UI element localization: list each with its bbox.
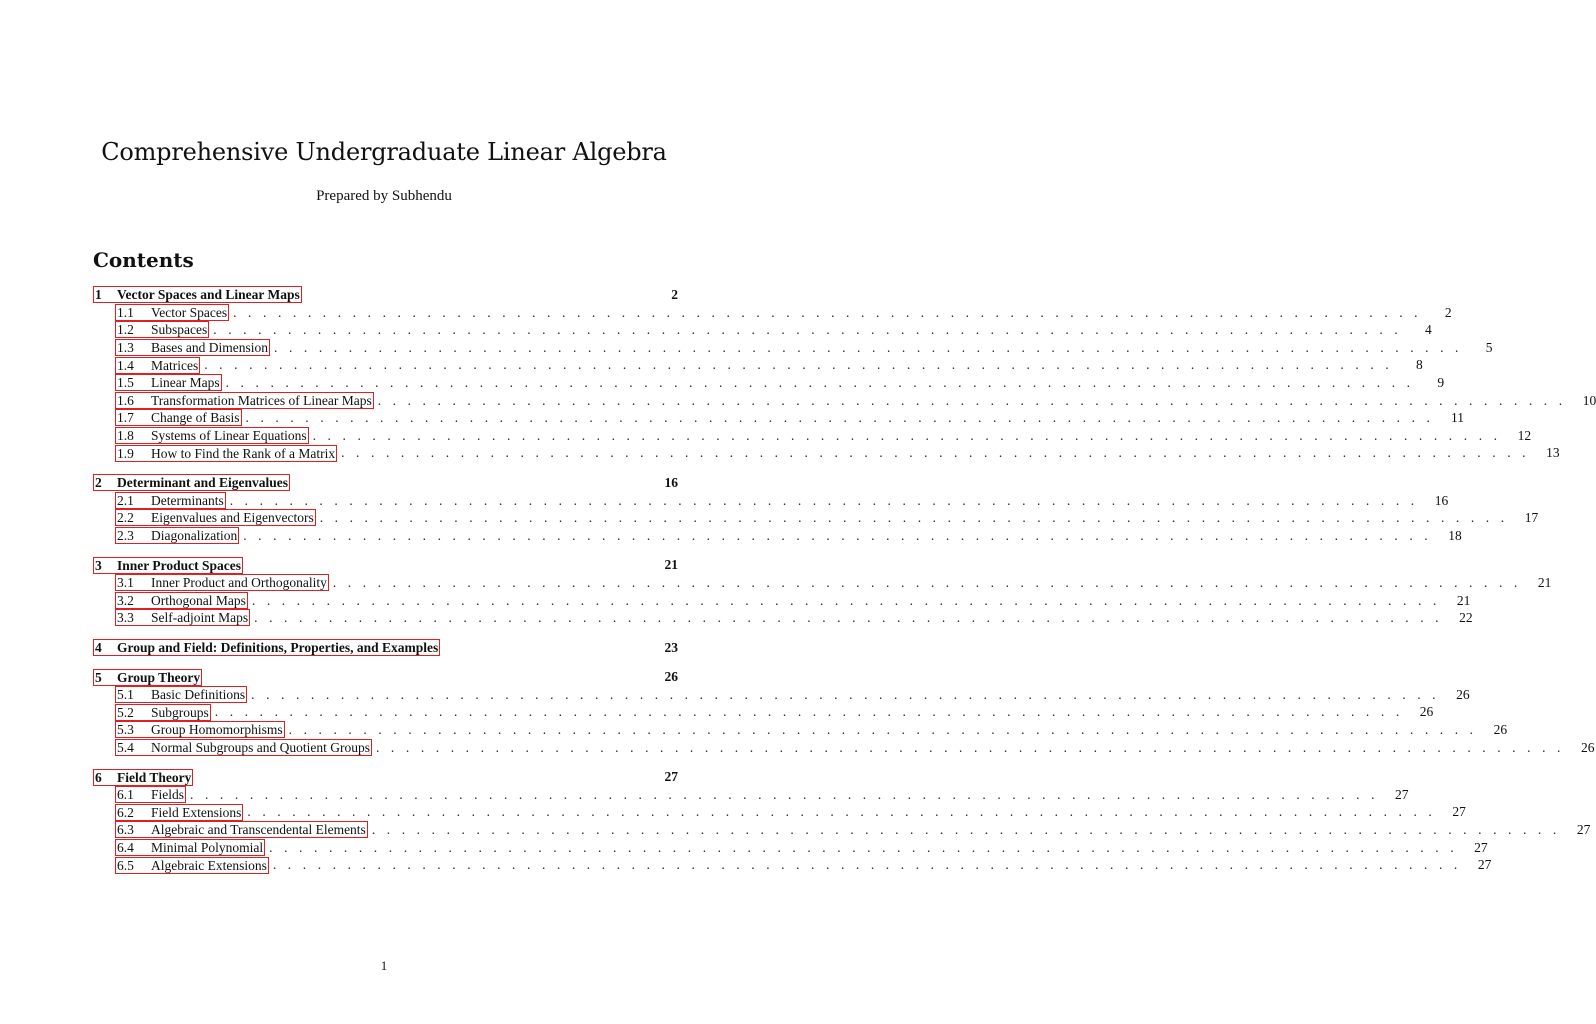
toc-subsection-page: 26 [1419,704,1434,720]
toc-dot-leader: . . . . . . . . . . . . . . . . . . . . . . . . . . . . . . . . . . . . . . . . . . . . . . . . . . . . . . . . . . . . . . . . . . . . . . . . . . . . . . . . [214,704,1404,720]
toc-subsection-title: Subspaces [151,322,208,338]
toc-subsection-page: 16 [1434,492,1449,508]
toc-subsection-number: 2.3 [117,528,134,544]
toc-subsection-row [93,592,1471,610]
toc-subsection-title: Matrices [151,357,199,373]
toc-dot-leader: . . . . . . . . . . . . . . . . . . . . . . . . . . . . . . . . . . . . . . . . . . . . . . . . . . . . . . . . . . . . . . . . . . . . . . . . . . . . . . . . [233,304,1422,320]
toc-subsection-link[interactable] [115,721,285,738]
toc-dot-leader: . . . . . . . . . . . . . . . . . . . . . . . . . . . . . . . . . . . . . . . . . . . . . . . . . . . . . . . . . . . . . . . . . . . . . . . . . . . . . . . . [332,574,1522,590]
toc-subsection-title: Group Homomorphisms [151,722,283,738]
toc-subsection-title: Normal Subgroups and Quotient Groups [151,739,370,755]
toc-subsection-link[interactable] [115,357,200,374]
document-title: Comprehensive Undergraduate Linear Algebra [101,138,667,166]
toc-dot-leader: . . . . . . . . . . . . . . . . . . . . . . . . . . . . . . . . . . . . . . . . . . . . . . . . . . . . . . . . . . . . . . . . . . . . . . . . . . . . . . . . [254,610,1443,626]
toc-subsection-number: 6.2 [117,804,134,820]
toc-subsection-number: 2.2 [117,510,134,526]
toc-section-link[interactable] [93,669,202,686]
toc-subsection-link[interactable] [115,686,247,703]
toc-subsection-link[interactable] [115,509,316,526]
toc-subsection-row [93,444,1560,462]
toc-subsection-title: Diagonalization [151,528,238,544]
toc-subsection-number: 1.1 [117,304,134,320]
toc-subsection-title: Basic Definitions [151,687,246,703]
toc-section-title: Inner Product Spaces [117,557,242,573]
toc-subsection-title: Algebraic Extensions [151,857,267,873]
toc-section-link[interactable] [93,286,302,303]
toc-subsection-number: 1.6 [117,392,134,408]
toc-subsection-title: Orthogonal Maps [151,592,246,608]
toc-section-number: 3 [95,557,102,573]
toc-subsection-link[interactable] [115,592,248,609]
toc-subsection-page: 26 [1456,686,1470,702]
toc-dot-leader: . . . . . . . . . . . . . . . . . . . . . . . . . . . . . . . . . . . . . . . . . . . . . . . . . . . . . . . . . . . . . . . . . . . . . . . . . . . . . . . . [319,510,1509,526]
toc-subsection-number: 1.3 [117,340,134,356]
toc-section-row [93,768,678,786]
toc-subsection-title: Fields [151,787,185,803]
toc-subsection-row [93,527,1462,545]
toc-subsection-page: 12 [1517,427,1532,443]
toc-subsection-link[interactable] [115,321,209,338]
toc-section-page: 23 [664,639,678,655]
toc-subsection-row [93,609,1473,627]
toc-subsection-row [93,739,1595,757]
toc-dot-leader: . . . . . . . . . . . . . . . . . . . . . . . . . . . . . . . . . . . . . . . . . . . . . . . . . . . . . . . . . . . . . . . . . . . . . . . . . . . . . . . . [229,492,1419,508]
toc-subsection-title: Determinants [151,492,224,508]
toc-subsection-row [93,821,1591,839]
toc-section-number: 5 [95,669,102,685]
toc-section-page: 27 [664,769,678,785]
toc-section [93,768,1591,874]
toc-subsection-link[interactable] [115,304,229,321]
toc-subsection-row [93,392,1596,410]
toc-dot-leader: . . . . . . . . . . . . . . . . . . . . . . . . . . . . . . . . . . . . . . . . . . . . . . . . . . . . . . . . . . . . . . . . . . . . . . . . . . . . . . . . [247,804,1436,820]
toc-section-title: Vector Spaces and Linear Maps [117,287,300,303]
toc-subsection-page: 11 [1451,410,1465,426]
document-author: Prepared by Subhendu [316,188,452,204]
toc-subsection-link[interactable] [115,527,239,544]
toc-subsection-page: 5 [1485,339,1493,355]
toc-subsection-title: Systems of Linear Equations [151,428,307,444]
toc-section [93,556,1552,626]
toc-subsection-number: 1.9 [117,445,134,461]
toc-dot-leader: . . . . . . . . . . . . . . . . . . . . . . . . . . . . . . . . . . . . . . . . . . . . . . . . . . . . . . . . . . . . . . . . . . . . . . . . . . . . . . . . [288,722,1478,738]
toc-dot-leader: . . . . . . . . . . . . . . . . . . . . . . . . . . . . . . . . . . . . . . . . . . . . . . . . . . . . . . . . . . . . . . . . . . . . . . . . . . . . . . . . [272,857,1462,873]
toc-subsection-row [93,574,1552,592]
toc-subsection-link[interactable] [115,339,270,356]
toc-subsection-page: 27 [1477,857,1492,873]
toc-subsection-link[interactable] [115,492,226,509]
toc-subsection-link[interactable] [115,786,186,803]
toc-section-number: 6 [95,769,102,785]
toc-subsection-page: 17 [1524,510,1539,526]
toc-section-page: 2 [671,287,678,302]
toc-subsection-link[interactable] [115,609,250,626]
toc-subsection-title: Linear Maps [151,375,220,391]
toc-dot-leader: . . . . . . . . . . . . . . . . . . . . . . . . . . . . . . . . . . . . . . . . . . . . . . . . . . . . . . . . . . . . . . . . . . . . . . . . . . . . . . . . [375,739,1565,755]
toc-subsection-row [93,856,1492,874]
toc-subsection-title: Eigenvalues and Eigenvectors [151,510,314,526]
toc-section [93,668,1595,756]
toc-section-page: 26 [664,669,678,685]
toc-section-row [93,639,678,657]
toc-subsection-number: 5.1 [117,687,134,703]
toc-subsection-row [93,409,1465,427]
toc-subsection-row [93,339,1493,357]
toc-subsection-page: 9 [1437,374,1445,390]
toc-subsection-page: 13 [1546,445,1560,461]
toc-section-link[interactable] [93,474,290,491]
toc-subsection-title: Transformation Matrices of Linear Maps [151,392,372,408]
toc-subsection-link[interactable] [115,445,337,462]
toc-subsection-row [93,839,1488,857]
toc-section [93,639,678,657]
toc-section-row [93,474,678,492]
toc-section-title: Group Theory [117,669,201,685]
toc-subsection-title: Minimal Polynomial [151,839,264,855]
toc-section-number: 4 [95,639,102,655]
toc-subsection-link[interactable] [115,574,329,591]
toc-section-link[interactable] [93,769,193,786]
toc-subsection-link[interactable] [115,374,222,391]
toc-subsection-number: 3.1 [117,575,134,591]
toc-dot-leader: . . . . . . . . . . . . . . . . . . . . . . . . . . . . . . . . . . . . . . . . . . . . . . . . . . . . . . . . . . . . . . . . . . . . . . . . . . . . . . . . [251,592,1441,608]
toc-subsection-page: 26 [1493,722,1508,738]
toc-subsection-link[interactable] [115,821,368,838]
toc-dot-leader: . . . . . . . . . . . . . . . . . . . . . . . . . . . . . . . . . . . . . . . . . . . . . . . . . . . . . . . . . . . . . . . . . . . . . . . . . . . . . . . . [204,357,1393,373]
toc-subsection-title: Bases and Dimension [151,340,268,356]
toc-subsection-number: 5.4 [117,739,134,755]
toc-subsection-link[interactable] [115,739,372,756]
toc-section-row [93,556,678,574]
toc-section [93,474,1539,544]
toc-subsection-page: 21 [1537,574,1552,590]
toc-section-row [93,286,678,304]
toc-dot-leader: . . . . . . . . . . . . . . . . . . . . . . . . . . . . . . . . . . . . . . . . . . . . . . . . . . . . . . . . . . . . . . . . . . . . . . . . . . . . . . . . [245,410,1435,426]
toc-dot-leader: . . . . . . . . . . . . . . . . . . . . . . . . . . . . . . . . . . . . . . . . . . . . . . . . . . . . . . . . . . . . . . . . . . . . . . . . . . . . . . . . [341,445,1530,461]
toc-subsection-row [93,509,1539,527]
toc-subsection-number: 1.5 [117,375,134,391]
toc-subsection-link[interactable] [115,409,242,426]
toc-subsection-number: 1.7 [117,410,134,426]
toc-subsection-page: 21 [1456,592,1471,608]
toc-subsection-row [93,427,1532,445]
toc-subsection-page: 27 [1452,804,1466,820]
toc-subsection-link[interactable] [115,857,269,874]
toc-subsection-number: 6.4 [117,839,134,855]
toc-subsection-number: 3.2 [117,592,134,608]
toc-subsection-page: 27 [1474,839,1488,855]
toc-dot-leader: . . . . . . . . . . . . . . . . . . . . . . . . . . . . . . . . . . . . . . . . . . . . . . . . . . . . . . . . . . . . . . . . . . . . . . . . . . . . . . . . [371,822,1561,838]
toc-subsection-page: 2 [1444,304,1452,320]
toc-subsection-page: 27 [1395,786,1409,802]
toc-section-title: Group and Field: Definitions, Properties, and Examples [117,639,439,655]
toc-subsection-row [93,686,1470,704]
page-number: 1 [380,958,388,973]
toc-subsection-link[interactable] [115,804,243,821]
toc-subsection-title: Algebraic and Transcendental Elements [151,822,366,838]
toc-subsection-link[interactable] [115,839,265,856]
toc-subsection-page: 26 [1581,739,1595,755]
toc-subsection-number: 5.3 [117,722,134,738]
toc-subsection-row [93,721,1508,739]
toc-subsection-link[interactable] [115,392,374,409]
toc-dot-leader: . . . . . . . . . . . . . . . . . . . . . . . . . . . . . . . . . . . . . . . . . . . . . . . . . . . . . . . . . . . . . . . . . . . . . . . . . . . . . . . . [213,322,1402,338]
toc-section-title: Field Theory [117,769,192,785]
toc-subsection-title: Subgroups [151,704,209,720]
toc-subsection-link[interactable] [115,427,309,444]
toc-subsection-page: 18 [1448,527,1462,543]
toc-section-link[interactable] [93,639,440,656]
toc-subsection-row [93,374,1445,392]
toc-subsection-page: 22 [1459,610,1473,626]
toc-section-link[interactable] [93,557,243,574]
toc-subsection-row [93,356,1423,374]
toc-section-page: 21 [664,557,678,573]
toc-subsection-title: Change of Basis [151,410,240,426]
toc-dot-leader: . . . . . . . . . . . . . . . . . . . . . . . . . . . . . . . . . . . . . . . . . . . . . . . . . . . . . . . . . . . . . . . . . . . . . . . . . . . . . . . . [274,339,1463,355]
toc-dot-leader: . . . . . . . . . . . . . . . . . . . . . . . . . . . . . . . . . . . . . . . . . . . . . . . . . . . . . . . . . . . . . . . . . . . . . . . . . . . . . . . . [251,686,1440,702]
toc-dot-leader: . . . . . . . . . . . . . . . . . . . . . . . . . . . . . . . . . . . . . . . . . . . . . . . . . . . . . . . . . . . . . . . . . . . . . . . . . . . . . . . . [225,374,1415,390]
toc-subsection-number: 2.1 [117,492,134,508]
toc-section-number: 2 [95,475,102,491]
toc-subsection-title: Field Extensions [151,804,242,820]
toc-subsection-number: 5.2 [117,704,134,720]
toc-dot-leader: . . . . . . . . . . . . . . . . . . . . . . . . . . . . . . . . . . . . . . . . . . . . . . . . . . . . . . . . . . . . . . . . . . . . . . . . . . . . . . . . [190,786,1379,802]
toc-subsection-row [93,803,1466,821]
toc-subsection-number: 1.2 [117,322,134,338]
toc-subsection-row [93,786,1409,804]
toc-subsection-number: 6.5 [117,857,134,873]
toc-subsection-page: 4 [1425,322,1432,338]
toc-section [93,286,1596,462]
toc-subsection-title: How to Find the Rank of a Matrix [151,445,336,461]
table-of-contents [93,286,1596,886]
toc-subsection-page: 8 [1416,357,1423,373]
toc-subsection-row [93,321,1432,339]
toc-section-row [93,668,678,686]
toc-subsection-number: 1.4 [117,357,134,373]
toc-dot-leader: . . . . . . . . . . . . . . . . . . . . . . . . . . . . . . . . . . . . . . . . . . . . . . . . . . . . . . . . . . . . . . . . . . . . . . . . . . . . . . . . [243,527,1432,543]
toc-subsection-title: Self-adjoint Maps [151,610,249,626]
toc-subsection-page: 27 [1576,822,1591,838]
toc-dot-leader: . . . . . . . . . . . . . . . . . . . . . . . . . . . . . . . . . . . . . . . . . . . . . . . . . . . . . . . . . . . . . . . . . . . . . . . . . . . . . . . . [312,427,1502,443]
toc-subsection-number: 6.3 [117,822,134,838]
toc-section-title: Determinant and Eigenvalues [117,475,289,491]
toc-dot-leader: . . . . . . . . . . . . . . . . . . . . . . . . . . . . . . . . . . . . . . . . . . . . . . . . . . . . . . . . . . . . . . . . . . . . . . . . . . . . . . . . [269,839,1458,855]
toc-subsection-number: 1.8 [117,428,134,444]
toc-subsection-row [93,492,1449,510]
toc-subsection-number: 6.1 [117,787,134,803]
toc-subsection-title: Inner Product and Orthogonality [151,575,327,591]
toc-dot-leader: . . . . . . . . . . . . . . . . . . . . . . . . . . . . . . . . . . . . . . . . . . . . . . . . . . . . . . . . . . . . . . . . . . . . . . . . . . . . . . . . [377,392,1567,408]
toc-subsection-number: 3.3 [117,610,134,626]
toc-subsection-title: Vector Spaces [151,304,228,320]
toc-subsection-row [93,703,1434,721]
toc-subsection-link[interactable] [115,704,211,721]
toc-subsection-row [93,304,1452,322]
toc-subsection-page: 10 [1582,392,1596,408]
toc-section-number: 1 [95,287,102,303]
toc-section-page: 16 [664,474,678,490]
contents-heading: Contents [93,248,194,272]
